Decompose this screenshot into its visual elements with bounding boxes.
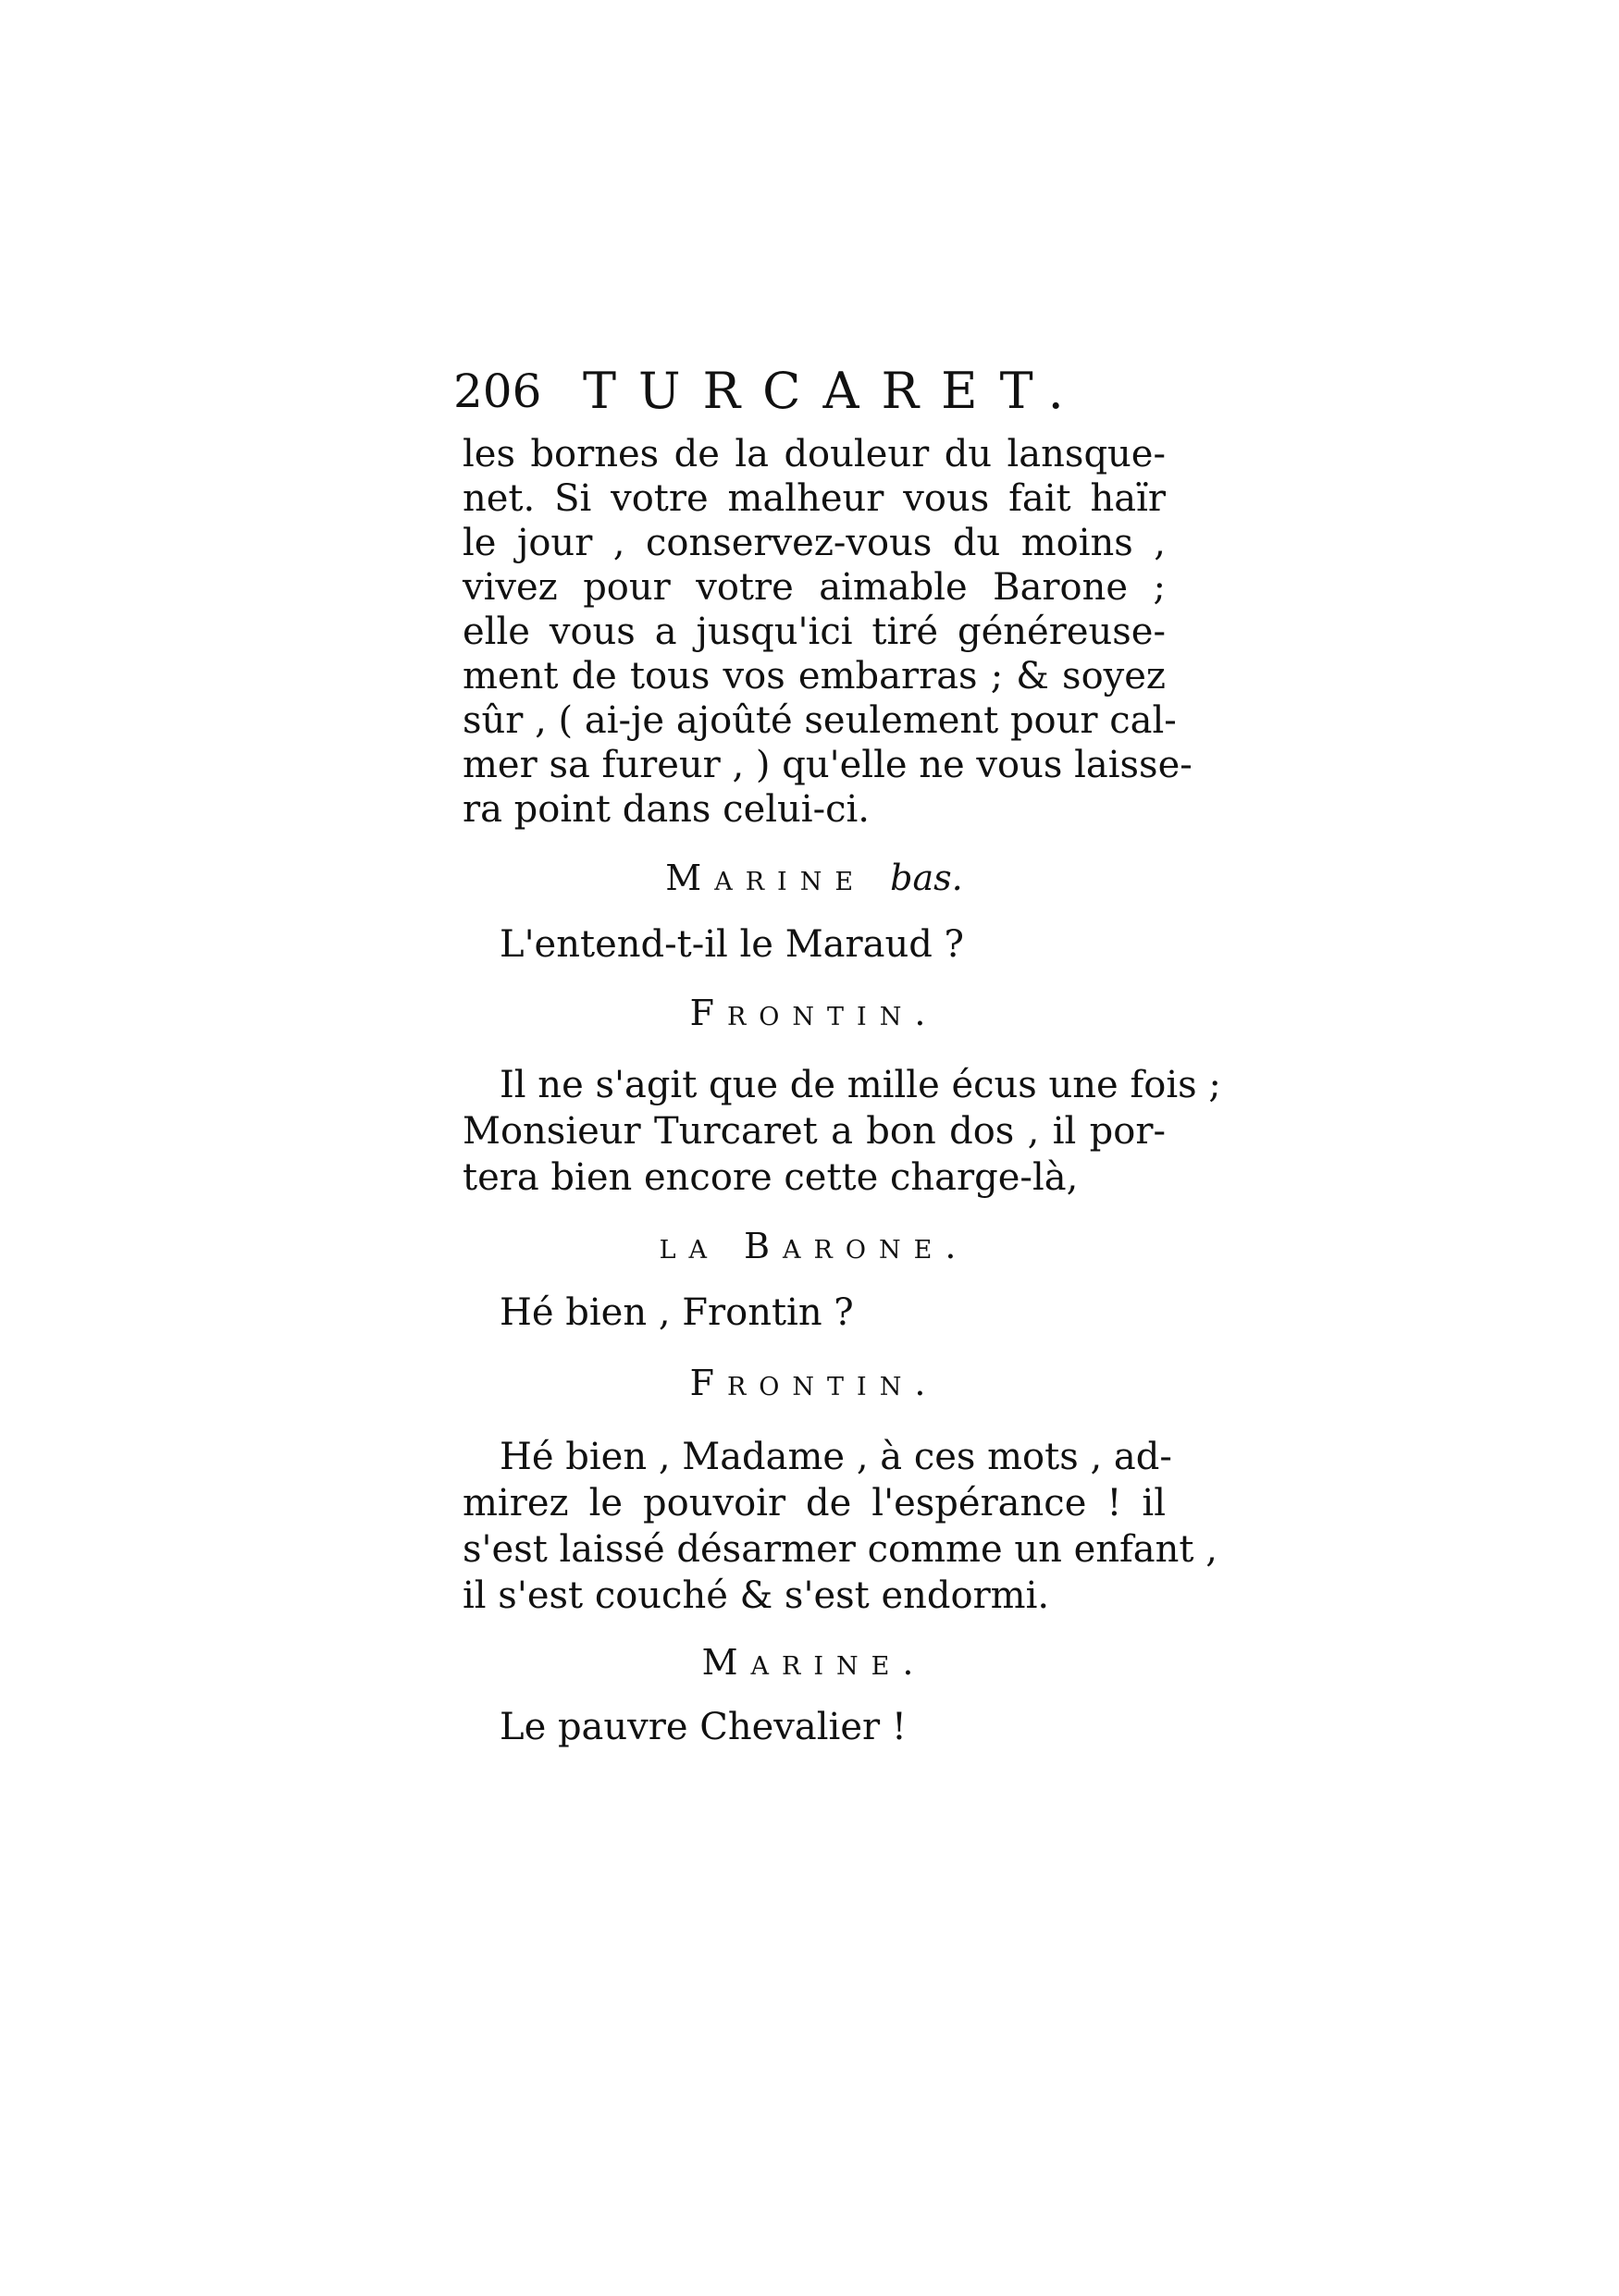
page-number: 206 <box>453 364 542 418</box>
speech-line: Le pauvre Chevalier ! <box>500 1706 907 1748</box>
speech-line: le jour , conservez-vous du moins , <box>463 522 1166 564</box>
speaker-heading <box>463 855 1166 901</box>
page-header <box>453 359 1086 424</box>
speaker-name: Frontin. <box>689 993 939 1033</box>
speaker-name: Marine <box>665 858 867 898</box>
speech-line: Il ne s'agit que de mille écus une fois ; <box>500 1064 1221 1106</box>
speech-line: vivez pour votre aimable Barone ; <box>463 566 1166 609</box>
speaker-heading <box>463 1223 1166 1269</box>
speaker-heading <box>463 990 1166 1036</box>
speech-line: mer sa fureur , ) qu'elle ne vous laisse- <box>463 744 1193 786</box>
speaker-name: Frontin. <box>689 1363 939 1403</box>
speech-line: Hé bien , Frontin ? <box>500 1291 854 1334</box>
speech-line: net. Si votre malheur vous fait haïr <box>463 477 1166 520</box>
stage-direction: bas. <box>890 858 963 898</box>
speech-line: il s'est couché & s'est endormi. <box>463 1574 1050 1617</box>
speech-line: Hé bien , Madame , à ces mots , ad- <box>500 1436 1172 1478</box>
speech-line: ra point dans celui-ci. <box>463 788 871 831</box>
speaker-name: Marine. <box>701 1642 927 1683</box>
speaker-name: la Barone. <box>659 1226 970 1266</box>
speaker-heading <box>463 1639 1166 1685</box>
speech-line: les bornes de la douleur du lansque- <box>463 433 1166 475</box>
running-title: TURCARET. <box>583 362 1086 420</box>
speech-line: ment de tous vos embarras ; & soyez <box>463 655 1166 697</box>
speech-line: Monsieur Turcaret a bon dos , il por- <box>463 1110 1166 1153</box>
speech-line: elle vous a jusqu'ici tiré généreuse- <box>463 611 1166 653</box>
speech-line: s'est laissé désarmer comme un enfant , <box>463 1528 1217 1571</box>
speech-line: sûr , ( ai-je ajoûté seulement pour cal- <box>463 699 1177 742</box>
speaker-heading <box>463 1360 1166 1406</box>
speech-line: L'entend-t-il le Maraud ? <box>500 923 964 966</box>
speech-line: tera bien encore cette charge-là, <box>463 1156 1079 1199</box>
speech-line: mirez le pouvoir de l'espérance ! il <box>463 1482 1166 1524</box>
